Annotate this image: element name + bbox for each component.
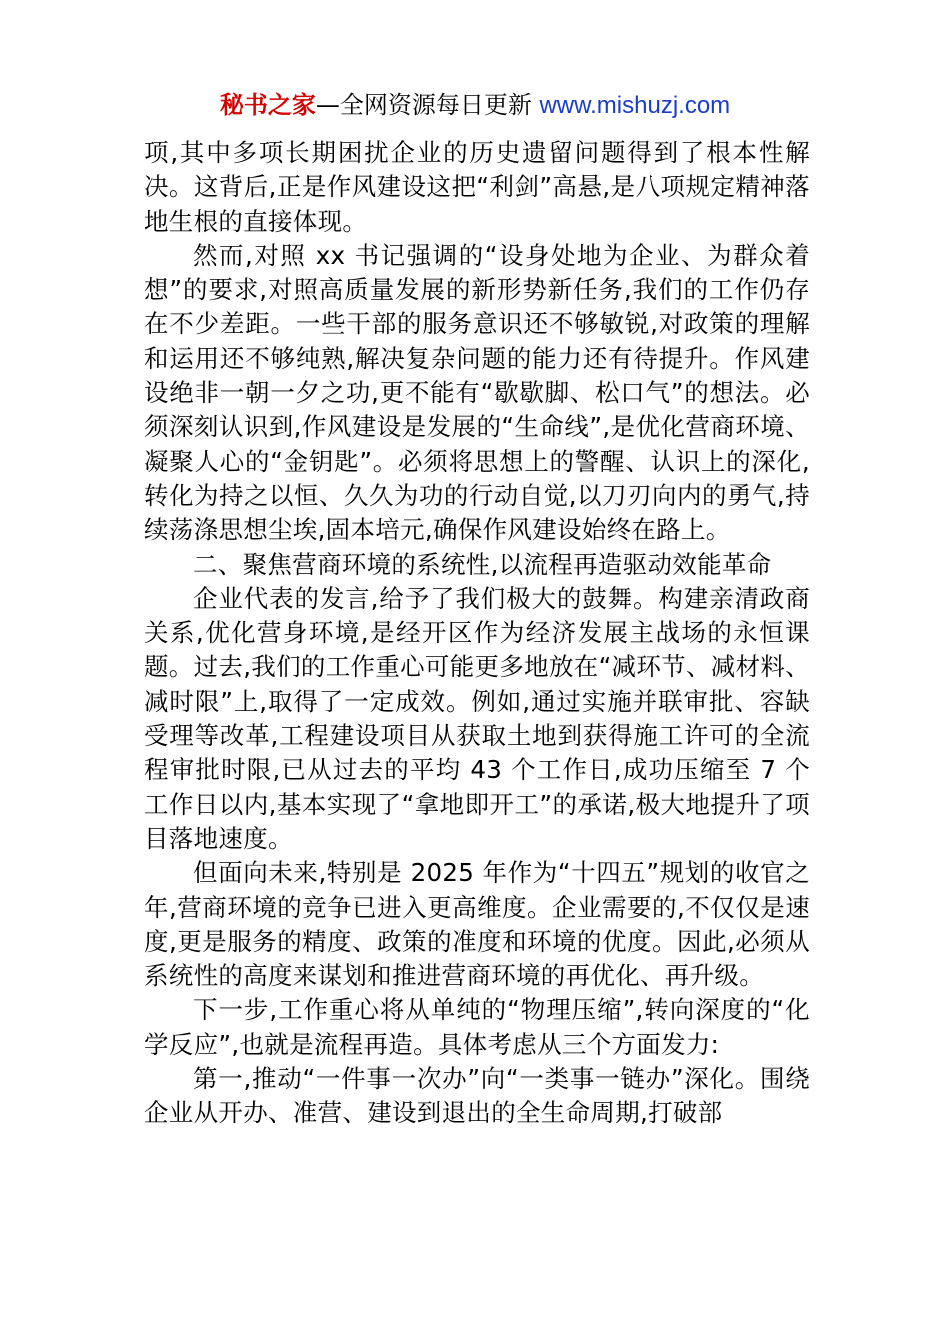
site-header	[0, 88, 950, 123]
section-heading: 二、聚焦营商环境的系统性,以流程再造驱动效能革命	[193, 549, 772, 579]
paragraph: 第一,推动“一件事一次办”向“一类事一链办”深化。围绕企业从开办、准营、建设到退出的全生命周期,打破部	[144, 1064, 810, 1128]
paragraph: 然而,对照 xx 书记强调的“设身处地为企业、为群众着想”的要求,对照高质量发展的新形势新任务,我们的工作仍存在不少差距。一些干部的服务意识还不够敏锐,对政策的理解和运用还不够纯熟,解决复杂问题的能力还有待提升。作风建设绝非一朝一夕之功,更不能有“歇歇脚、松口气”的想法。必须深刻认识到,作风建设是发展的“生命线”,是优化营商环境、凝聚人心的“金钥匙”。必须将思想上的警醒、认识上的深化,转化为持之以恒、久久为功的行动自觉,以刀刃向内的勇气,持续荡涤思想尘埃,固本培元,确保作风建设始终在路上。	[144, 240, 810, 545]
paragraph: 企业代表的发言,给予了我们极大的鼓舞。构建亲清政商关系,优化营身环境,是经开区作为经济发展主战场的永恒课题。过去,我们的工作重心可能更多地放在“减环节、减材料、减时限”上,取得了一定成效。例如,通过实施并联审批、容缺受理等改革,工程建设项目从获取土地到获得施工许可的全流程审批时限,已从过去的平均 43 个工作日,成功压缩至 7 个工作日以内,基本实现了“拿地即开工”的承诺,极大地提升了项目落地速度。	[144, 583, 810, 853]
paragraph-continuation: 项,其中多项长期困扰企业的历史遗留问题得到了根本性解决。这背后,正是作风建设这把“利剑”高悬,是八项规定精神落地生根的直接体现。	[144, 138, 810, 236]
site-url-link[interactable]: www.mishuzj.com	[539, 92, 731, 119]
document-body	[144, 136, 810, 1131]
site-tagline: —全网资源每日更新	[315, 91, 540, 119]
paragraph: 但面向未来,特别是 2025 年作为“十四五”规划的收官之年,营商环境的竞争已进入更高维度。企业需要的,不仅仅是速度,更是服务的精度、政策的准度和环境的优度。因此,必须从系统性的高度来谋划和推进营商环境的再优化、再升级。	[144, 858, 810, 991]
paragraph: 下一步,工作重心将从单纯的“物理压缩”,转向深度的“化学反应”,也就是流程再造。具体考虑从三个方面发力:	[144, 995, 810, 1059]
site-brand: 秘书之家	[219, 91, 316, 119]
